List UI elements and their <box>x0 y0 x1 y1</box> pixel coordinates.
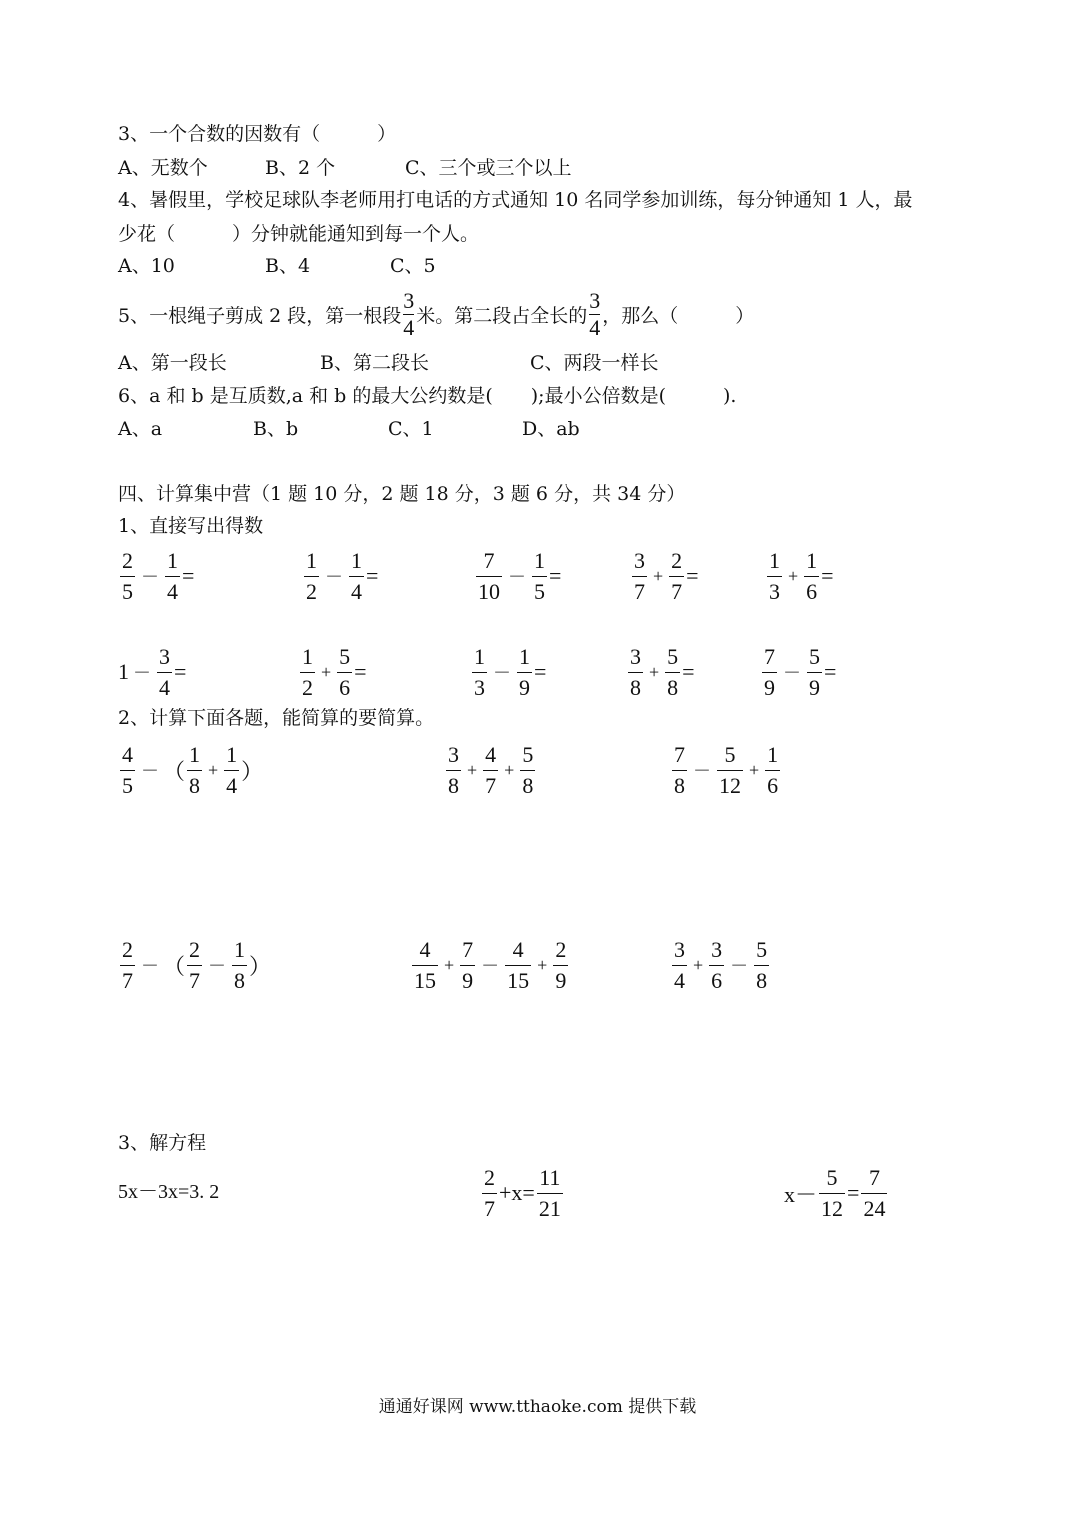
q3-option-c: C、三个或三个以上 <box>405 157 572 179</box>
direct-item: $\frac{7}{9}$ － $\frac{5}{9}$ = <box>764 643 837 700</box>
calc-expression: $\frac{2}{7}$ － （ $\frac{2}{7}$ － $\frac{1}{8}$ ） <box>122 936 272 993</box>
direct-item: $\frac{1}{2}$ + $\frac{5}{6}$ = <box>302 643 367 700</box>
direct-item: $\frac{2}{5}$ － $\frac{1}{4}$ = <box>122 547 195 604</box>
equation-3: x－ $\frac{5}{12}$ = $\frac{7}{24}$ <box>784 1164 886 1221</box>
q6-option-a: A、a <box>118 418 163 440</box>
calc-expression: $\frac{7}{8}$ － $\frac{5}{12}$ + $\frac{1}{6}$ <box>674 741 779 798</box>
q5-option-b: B、第二段长 <box>320 352 429 374</box>
equation-1: 5x－3x=3. 2 <box>118 1181 220 1203</box>
section4-title: 四、计算集中营（1 题 10 分，2 题 18 分，3 题 6 分，共 34 分） <box>118 483 686 505</box>
direct-item: $\frac{1}{3}$ + $\frac{1}{6}$ = <box>769 547 834 604</box>
q5-part2: 米。第二段占全长的 <box>416 304 588 327</box>
q4-line1: 4、暑假里，学校足球队李老师用打电话的方式通知 10 名同学参加训练，每分钟通知 1 人，最 <box>118 189 913 211</box>
q5-part3: ，那么（ ） <box>602 304 755 327</box>
calc-expression: $\frac{4}{15}$ + $\frac{7}{9}$ － $\frac{4}{15}$ + $\frac{2}{9}$ <box>414 936 567 993</box>
q5-option-c: C、两段一样长 <box>530 352 659 374</box>
direct-item: $\frac{1}{3}$ － $\frac{1}{9}$ = <box>474 643 547 700</box>
q5-part1: 5、一根绳子剪成 2 段，第一根段 <box>118 304 402 327</box>
q4-option-a: A、10 <box>118 255 175 277</box>
direct-item: 1 － $\frac{3}{4}$ = <box>118 643 187 700</box>
q4-line2: 少花（ ）分钟就能通知到每一个人。 <box>118 223 480 245</box>
q6-stem: 6、a 和 b 是互质数,a 和 b 的最大公约数是( );最小公倍数是( ). <box>118 385 737 407</box>
q3-stem: 3、一个合数的因数有（ ） <box>118 123 397 145</box>
calc-expression: $\frac{3}{8}$ + $\frac{4}{7}$ + $\frac{5}{8}$ <box>448 741 534 798</box>
q3-option-a: A、无数个 <box>118 157 208 179</box>
q6-option-c: C、1 <box>388 418 434 440</box>
calc-expression: $\frac{3}{4}$ + $\frac{3}{6}$ － $\frac{5}{8}$ <box>674 936 768 993</box>
q5-option-a: A、第一段长 <box>118 352 227 374</box>
q6-option-d: D、ab <box>522 418 580 440</box>
direct-item: $\frac{1}{2}$ － $\frac{1}{4}$ = <box>306 547 379 604</box>
q3-option-b: B、2 个 <box>265 157 336 179</box>
section4-sub3: 3、解方程 <box>118 1132 207 1154</box>
direct-item: $\frac{3}{7}$ + $\frac{2}{7}$ = <box>634 547 699 604</box>
q5-fraction-1: $\frac{3}{4}$ <box>403 287 415 340</box>
q5-stem <box>118 286 754 342</box>
q4-option-c: C、5 <box>390 255 436 277</box>
q6-option-b: B、b <box>253 418 299 440</box>
direct-item: $\frac{7}{10}$ － $\frac{1}{5}$ = <box>478 547 562 604</box>
q4-option-b: B、4 <box>265 255 311 277</box>
q5-fraction-2: $\frac{3}{4}$ <box>589 287 601 340</box>
section4-sub1: 1、直接写出得数 <box>118 515 264 537</box>
section4-sub2: 2、计算下面各题，能简算的要简算。 <box>118 707 435 729</box>
direct-item: $\frac{3}{8}$ + $\frac{5}{8}$ = <box>630 643 695 700</box>
calc-expression: $\frac{4}{5}$ － （ $\frac{1}{8}$ + $\frac{1}{4}$ ） <box>122 741 264 798</box>
equation-2: $\frac{2}{7}$ +x= $\frac{11}{21}$ <box>484 1164 561 1221</box>
page-footer: 通通好课网 www.tthaoke.com 提供下载 <box>378 1397 697 1417</box>
